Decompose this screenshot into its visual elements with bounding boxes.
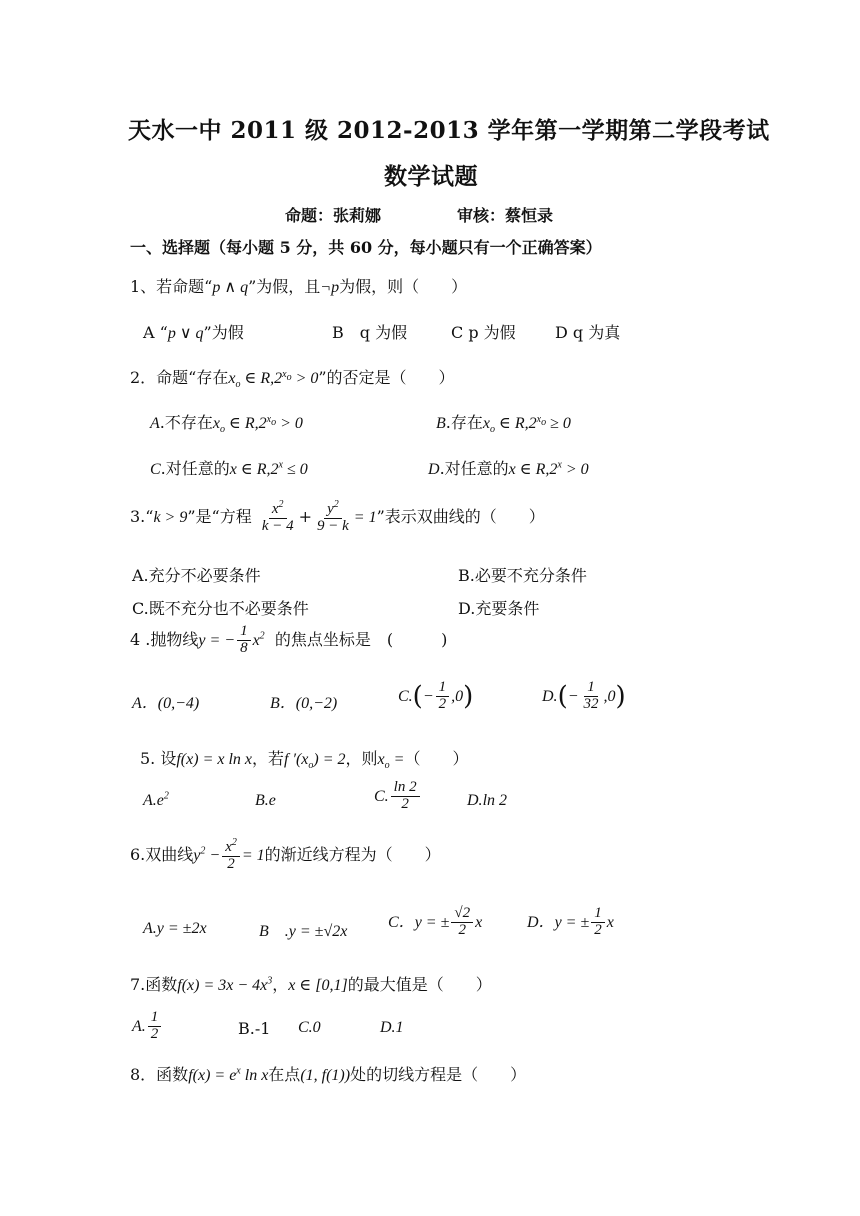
question-5-option-b: B.e: [255, 792, 276, 809]
question-7-option-d: D.1: [380, 1019, 404, 1036]
question-3-option-b: B.必要不充分条件: [458, 566, 587, 585]
question-4-option-c: C.(− $\frac{1}{2}$ ,0): [398, 679, 474, 712]
question-3-option-c: C.既不充分也不必要条件: [132, 599, 309, 618]
question-3-stem: 3.“k > 9”是“方程 $\frac{x^2}{k - 4}$ + $\frac{y^2}{9 - k}$ = 1”表示双曲线的（ ）: [130, 499, 545, 534]
question-1-option-a: A “p ∨ q”为假: [143, 323, 244, 342]
page-subtitle: 数学试题: [384, 163, 478, 190]
question-3-option-d: D.充要条件: [458, 599, 540, 618]
question-5-stem: 5. 设f(x) = x ln x，若f $'(x_o) = 2$，则$x_o$ =（ ）: [140, 749, 469, 772]
question-2-option-a: A.不存在$x_o$ ∈ $R,2^{x_o} > 0$: [150, 413, 303, 436]
question-6-option-a: A.y = ±2x: [143, 920, 207, 937]
question-4-option-a: A．(0,−4): [132, 695, 200, 712]
question-4-option-b: B．(0,−2): [270, 695, 338, 712]
question-7-option-b: B.-1: [238, 1019, 271, 1038]
author-label: 命题：张莉娜: [285, 206, 382, 225]
question-2-option-d: D.对任意的x ∈ $R,2^x > 0$: [428, 459, 589, 478]
page-title: 天水一中 2011 级 2012-2013 学年第一学期第二学段考试: [128, 117, 770, 144]
question-2-option-b: B.存在$x_o$ ∈ $R,2^{x_o} \ge 0$: [436, 413, 571, 436]
question-6-option-b: B .y = ±√2x: [259, 923, 348, 940]
question-4-option-d: D.(− $\frac{1}{32}$ ,0): [542, 679, 626, 712]
question-6-stem: 6.双曲线$y^2$ − $\frac{x^2}{2}$ = 1的渐近线方程为（ ）: [130, 837, 441, 872]
question-1-stem: 1、若命题“p ∧ q”为假，且¬p为假，则（ ）: [130, 277, 468, 296]
question-1-option-c: C p 为假: [451, 323, 516, 342]
question-7-option-a: A. $\frac{1}{2}$: [132, 1010, 163, 1043]
question-4-stem: 4 .抛物线y = − $\frac{1}{8}$ $x^2$ 的焦点坐标是 ( ): [130, 623, 448, 656]
question-5-option-a: $A.e^2$: [143, 790, 169, 809]
question-6-option-d: D．y = ± $\frac{1}{2}$ x: [527, 905, 614, 938]
question-2-option-c: C.对任意的x ∈ $R,2^x \le 0$: [150, 459, 308, 478]
question-5-option-c: C. $\frac{\ln 2}{2}$: [374, 780, 422, 813]
question-6-option-c: C．y = ± $\frac{√2}{2}$ x: [388, 905, 483, 938]
question-3-option-a: A.充分不必要条件: [132, 566, 261, 585]
section-heading: 一、选择题（每小题 5 分，共 60 分，每小题只有一个正确答案）: [130, 238, 602, 257]
question-5-option-d: D.ln 2: [467, 792, 508, 809]
question-1-option-b: B q 为假: [332, 323, 408, 342]
question-1-option-d: D q 为真: [555, 323, 621, 342]
question-7-stem: 7.函数$f(x) = 3x - 4x^3$，x ∈ [0,1]的最大值是（ ）: [130, 975, 492, 994]
question-2-stem: 2．命题“存在$x_o$ ∈ $R,2^{x_o} > 0$”的否定是（ ）: [130, 368, 455, 391]
question-8-stem: 8．函数$f(x) = e^x$ ln x在点(1, f(1))处的切线方程是（ ）: [130, 1065, 527, 1084]
reviewer-label: 审核：蔡恒录: [457, 206, 554, 225]
question-7-option-c: C.0: [298, 1019, 321, 1036]
